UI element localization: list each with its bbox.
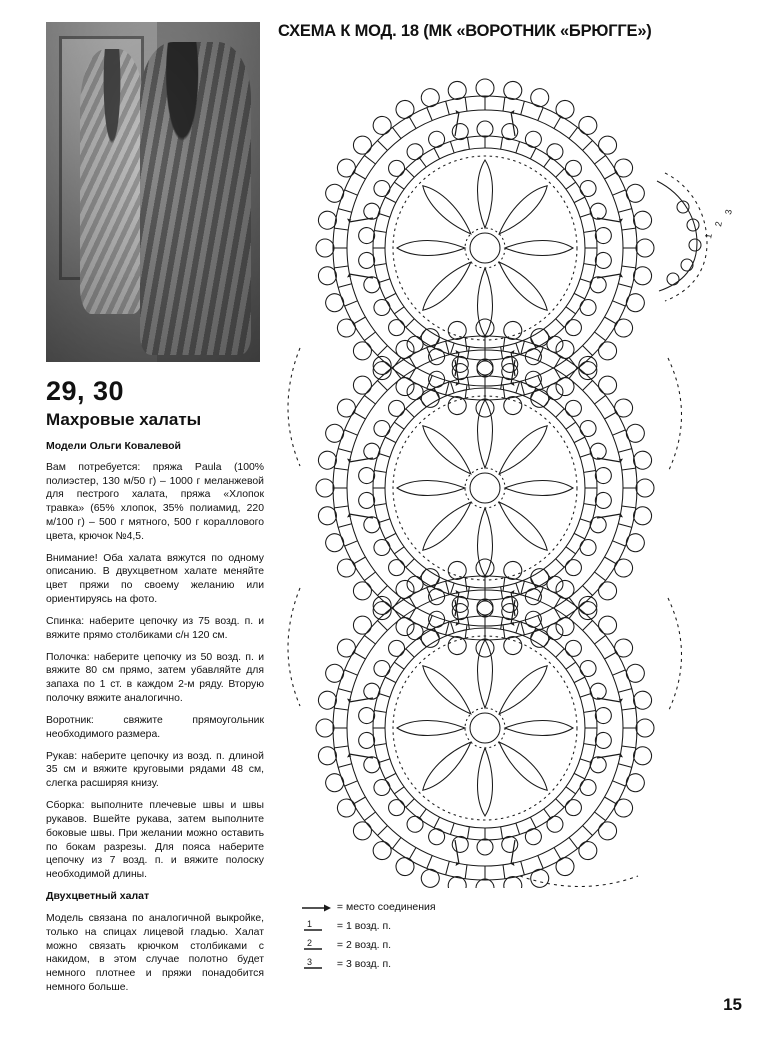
svg-text:2: 2 xyxy=(713,220,724,228)
paragraph-materials: Вам потребуется: пряжа Paula (100% полиэстер, 130 м/50 г) – 1000 г меланжевой для пестрого халата, пряжа «Хлопок травка» (65% хлопок, 35% полиамид, 220 м/100 г) – 500 г мятного, 500 г кораллового цвета, крючок №4,5. xyxy=(46,461,264,542)
one-chain-icon xyxy=(300,919,334,935)
two-chain-icon xyxy=(300,938,334,954)
svg-text:3: 3 xyxy=(723,208,734,216)
model-photo xyxy=(46,22,260,362)
model-numbers: 29, 30 xyxy=(46,376,125,406)
legend-equals: = xyxy=(336,958,344,971)
three-chain-icon xyxy=(300,957,334,973)
legend-item xyxy=(300,955,436,974)
svg-text:1: 1 xyxy=(307,918,313,929)
page-number: 15 xyxy=(723,995,742,1014)
diagram-legend xyxy=(300,898,436,974)
paragraph-two-color: Модель связана по аналогичной выкройке, только на спицах лицевой гладью. Халат можно связать крючком столбиками с накидом, в этом случае полотно будет немного плотнее и пряжи понадобится немного больше. xyxy=(46,913,264,994)
legend-equals: = xyxy=(336,939,344,952)
right-column xyxy=(278,22,740,40)
left-column xyxy=(46,22,264,1003)
paragraph-attention: Внимание! Оба халата вяжутся по одному описанию. В двухцветном халате меняйте цвет пряжи по своему желанию или ориентируясь на фото. xyxy=(46,552,264,606)
svg-text:2: 2 xyxy=(307,937,313,948)
legend-text: 1 возд. п. xyxy=(346,920,392,933)
paragraph-collar: Воротник: свяжите прямоугольник необходимого размера. xyxy=(46,714,264,740)
article-title: Махровые халаты xyxy=(46,410,202,429)
article-author: Модели Ольги Ковалевой xyxy=(46,439,182,452)
paragraph-assembly: Сборка: выполните плечевые швы и швы рукавов. Вшейте рукава, затем выполните боковые швы. При желании можно оставить по бокам разрезы. Для пояса наберите цепочку из 7 возд. п. и вяжите полоску необходимой длины. xyxy=(46,800,264,881)
legend-item xyxy=(300,898,436,917)
article-body xyxy=(46,461,264,995)
paragraph-front: Полочка: наберите цепочку из 50 возд. п. и вяжите 80 см прямо, затем убавляйте для запаха по 1 ст. в каждом 2-м ряду. Вторую полочку вяжите аналогично. xyxy=(46,651,264,705)
legend-equals: = xyxy=(336,901,344,914)
svg-text:3: 3 xyxy=(307,956,313,967)
crochet-scheme-diagram xyxy=(270,58,740,888)
legend-item xyxy=(300,936,436,955)
legend-text: 2 возд. п. xyxy=(346,939,392,952)
legend-text: место соединения xyxy=(346,901,436,914)
svg-text:1: 1 xyxy=(703,232,714,240)
paragraph-back: Спинка: наберите цепочку из 75 возд. п. и вяжите прямо столбиками с/н 120 см. xyxy=(46,615,264,641)
photo-vignette xyxy=(46,22,260,362)
connection-arrow-icon xyxy=(300,900,334,916)
subheading-two-color: Двухцветный халат xyxy=(46,890,150,903)
legend-equals: = xyxy=(336,920,344,933)
legend-item xyxy=(300,917,436,936)
scheme-title: СХЕМА К МОД. 18 (МК «ВОРОТНИК «БРЮГГЕ») xyxy=(278,22,652,40)
paragraph-sleeve: Рукав: наберите цепочку из возд. п. длиной 35 см и вяжите круговыми рядами 48 см, слегка расширяя книзу. xyxy=(46,750,264,790)
legend-text: 3 возд. п. xyxy=(346,958,392,971)
